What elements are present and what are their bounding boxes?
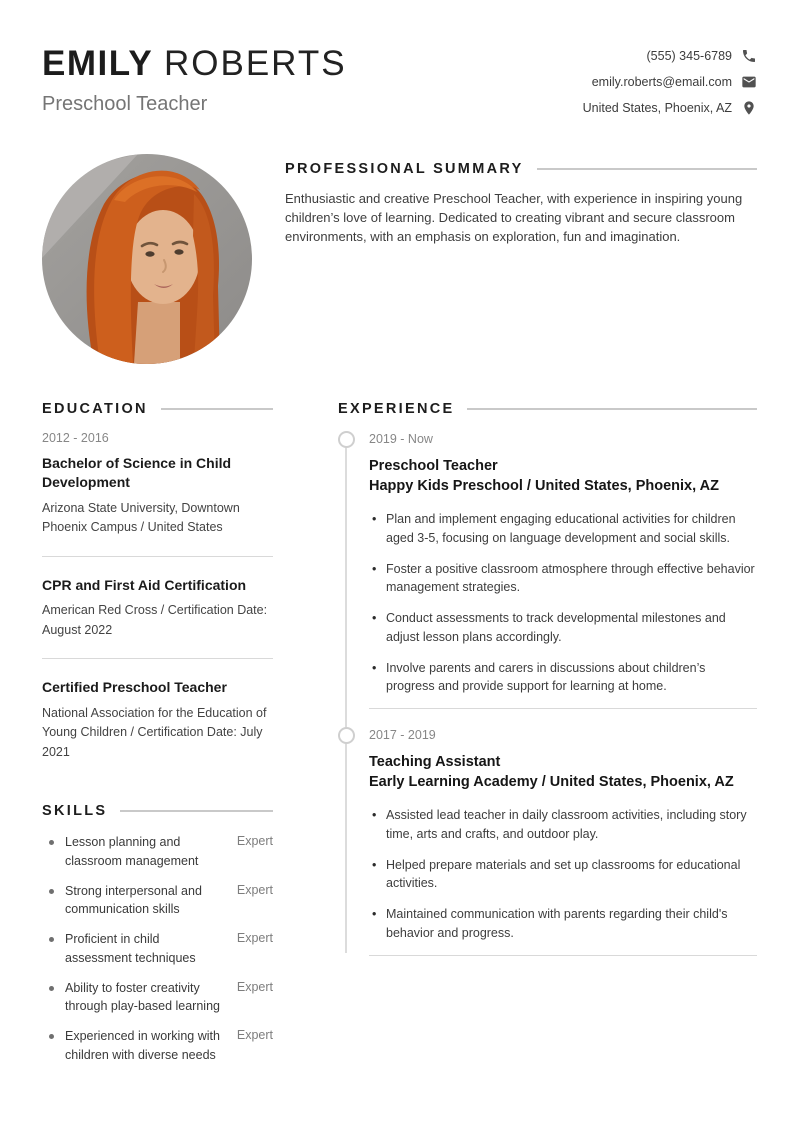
skills-heading: SKILLS: [42, 803, 108, 820]
experience-heading: EXPERIENCE: [338, 401, 455, 417]
bullet-dot-icon: [49, 986, 54, 991]
intro-section: [42, 154, 757, 364]
education-school: Arizona State University, Downtown Phoenix Campus / United States: [42, 500, 240, 535]
education-section: [42, 401, 273, 762]
skill-level: Expert: [236, 882, 273, 897]
education-dates: 2012 - 2016: [42, 431, 109, 445]
contact-email: [592, 74, 757, 90]
skill-item: [42, 882, 273, 920]
full-name: [42, 45, 347, 84]
timeline-dot-icon: [338, 431, 355, 448]
skill-name: Lesson planning and classroom management: [65, 835, 199, 868]
skill-item: [42, 833, 273, 871]
skill-level: Expert: [236, 931, 273, 946]
phone-number: (555) 345-6789: [646, 49, 732, 63]
last-name: ROBERTS: [163, 44, 347, 83]
divider: [369, 708, 757, 709]
education-school: American Red Cross / Certification Date: August 2022: [42, 603, 268, 637]
bullet-dot-icon: [49, 1034, 54, 1039]
experience-bullet: • Assisted lead teacher in daily classroom activities, including story time, arts and crafts, and outdoor play.: [369, 806, 757, 844]
education-heading-row: [42, 401, 273, 417]
header: [42, 45, 757, 116]
experience-role: Preschool Teacher: [369, 458, 498, 474]
email-icon: [741, 74, 757, 90]
left-column: [42, 401, 273, 1076]
experience-bullet: • Foster a positive classroom atmosphere through effective behavior management strategies.: [369, 560, 757, 598]
experience-dates: 2019 - Now: [369, 432, 433, 446]
experience-bullet: • Helped prepare materials and set up classrooms for educational activities.: [369, 856, 757, 894]
skills-heading-row: [42, 803, 273, 819]
timeline-dot-icon: [338, 727, 355, 744]
phone-icon: [741, 48, 757, 64]
main-columns: [42, 401, 757, 1076]
education-degree: Certified Preschool Teacher: [42, 679, 227, 696]
skill-name: Ability to foster creativity through play-based learning: [65, 980, 220, 1014]
heading-rule: [120, 810, 273, 812]
profile-photo-illustration: [42, 154, 252, 364]
heading-rule: [467, 408, 757, 410]
skills-section: [42, 803, 273, 1065]
education-heading: EDUCATION: [42, 401, 148, 417]
experience-bullet-list: [369, 510, 757, 696]
bullet-dot-icon: [49, 889, 54, 894]
skill-level: Expert: [236, 979, 273, 994]
education-entry: [42, 431, 273, 538]
education-degree: Bachelor of Science in Child Development: [42, 455, 232, 490]
summary-section: [285, 154, 757, 364]
experience-bullet: • Maintained communication with parents regarding their child's behavior and progress.: [369, 905, 757, 943]
summary-heading-row: [285, 161, 757, 177]
heading-rule: [161, 408, 273, 410]
experience-entry: [338, 727, 757, 943]
experience-heading-row: [338, 401, 757, 417]
education-school: National Association for the Education of Young Children / Certification Date: July 2021: [42, 706, 267, 759]
contact-location: [583, 100, 757, 116]
skill-name: Experienced in working with children with diverse needs: [65, 1029, 220, 1062]
name-block: [42, 45, 347, 116]
bullet-dot-icon: [49, 937, 54, 942]
experience-entry: [338, 431, 757, 696]
right-column: [338, 401, 757, 1076]
experience-company: Early Learning Academy / United States, Phoenix, AZ: [369, 774, 734, 791]
experience-role: Teaching Assistant: [369, 754, 501, 771]
heading-rule: [537, 168, 757, 170]
experience-bullet: • Involve parents and carers in discussions about children’s progress and provide support for learning at home.: [369, 659, 757, 697]
summary-text: Enthusiastic and creative Preschool Teacher, with experience in inspiring young children’s love of learning. Dedicated to creating vibrant and secure classroom environments, with an emphasis on exploration, fun and imagination.: [285, 191, 743, 245]
experience-section: [338, 401, 757, 956]
divider: [42, 658, 273, 659]
skill-name: Strong interpersonal and communication skills: [65, 883, 202, 917]
skill-item: [42, 1027, 273, 1065]
location-text: United States, Phoenix, AZ: [582, 101, 732, 115]
contact-block: [583, 45, 757, 116]
contact-phone: [647, 48, 757, 64]
profile-photo: [42, 154, 252, 364]
experience-bullet: • Conduct assessments to track developmental milestones and adjust lesson plans accordingly.: [369, 609, 757, 647]
experience-bullet-list: [369, 806, 757, 943]
skill-level: Expert: [236, 1028, 273, 1043]
email-address: emily.roberts@email.com: [591, 75, 732, 89]
summary-heading: PROFESSIONAL SUMMARY: [285, 161, 524, 177]
experience-bullet: • Plan and implement engaging educational activities for children aged 3-5, focusing on language development and social skills.: [369, 510, 757, 548]
divider: [42, 556, 273, 557]
skill-item: [42, 979, 273, 1017]
education-entry: [42, 576, 273, 641]
experience-dates: 2017 - 2019: [369, 728, 436, 743]
first-name: EMILY: [42, 44, 154, 83]
experience-timeline: [338, 431, 757, 956]
bullet-dot-icon: [49, 840, 54, 845]
divider: [369, 955, 757, 956]
location-icon: [741, 100, 757, 116]
experience-company: Happy Kids Preschool / United States, Phoenix, AZ: [369, 478, 719, 495]
skill-name: Proficient in child assessment techniques: [65, 932, 196, 965]
skill-item: [42, 930, 273, 968]
education-degree: CPR and First Aid Certification: [42, 576, 247, 593]
education-entry: [42, 678, 273, 762]
job-title: Preschool Teacher: [42, 92, 208, 115]
skill-level: Expert: [236, 834, 273, 849]
